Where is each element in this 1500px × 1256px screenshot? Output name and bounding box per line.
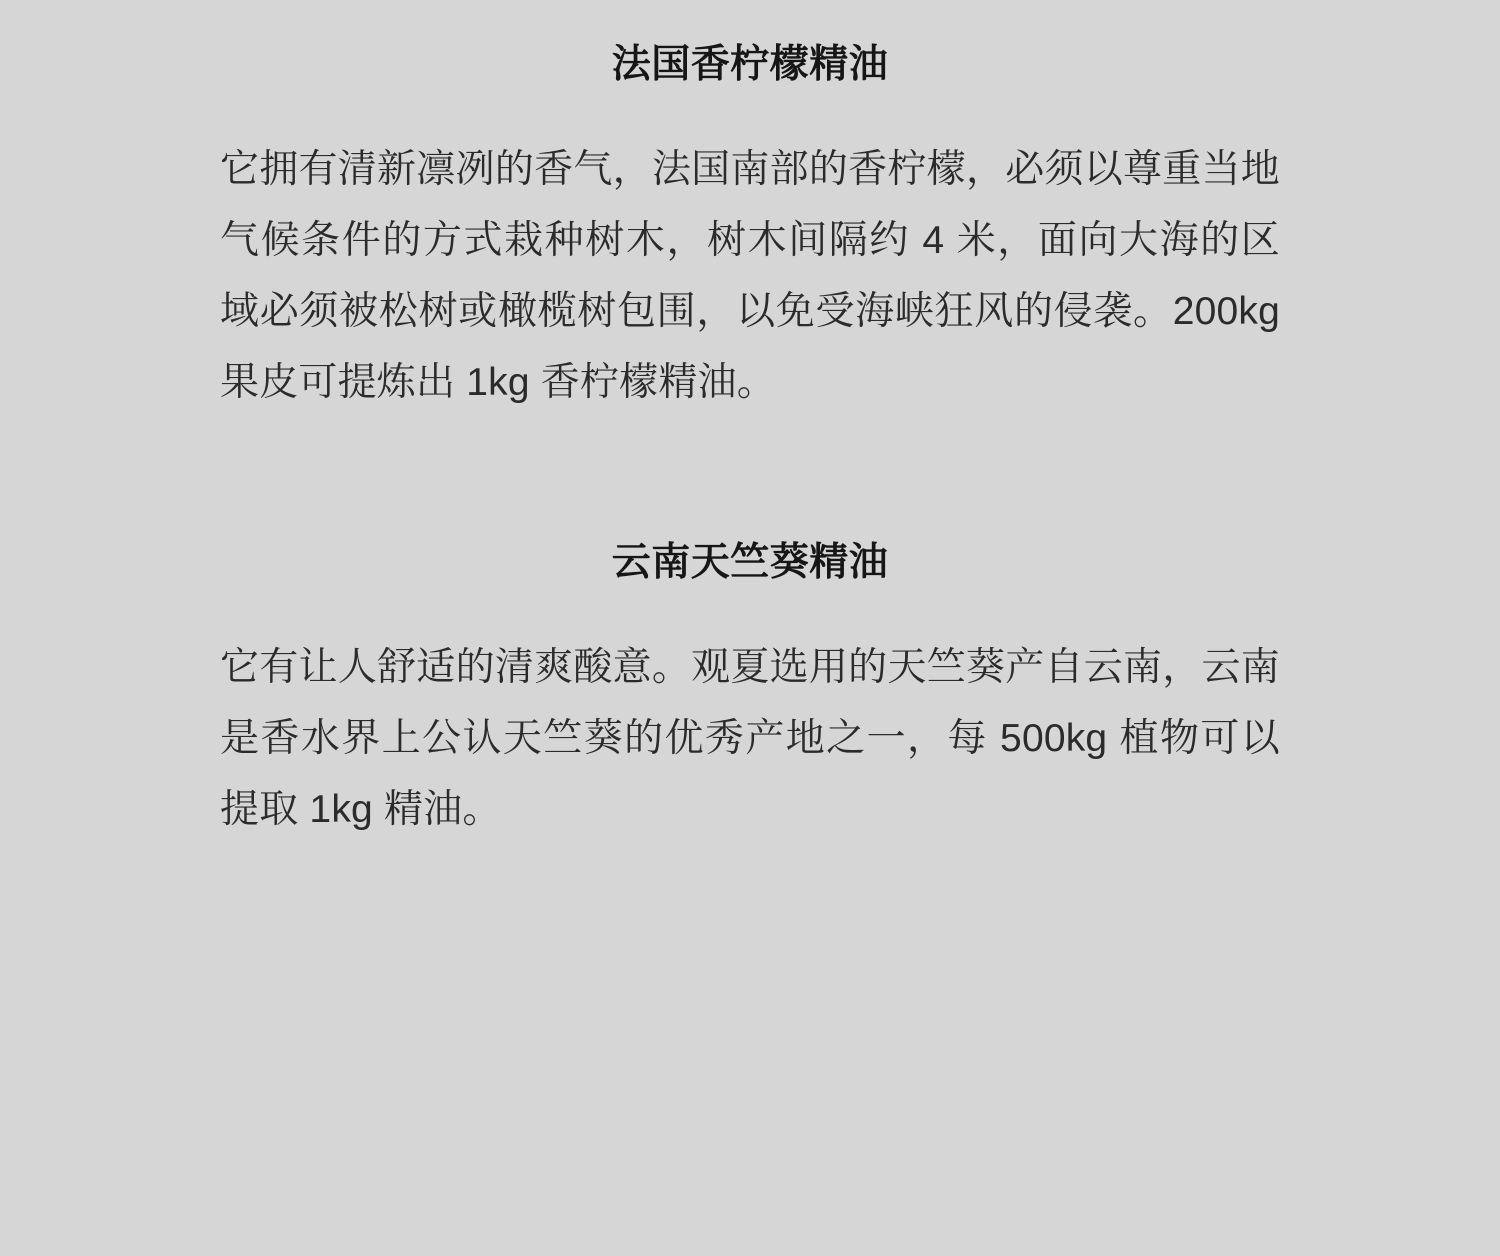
section-title-bergamot-oil: 法国香柠檬精油 xyxy=(611,43,889,86)
section-bergamot-oil xyxy=(220,38,1280,418)
section-title-geranium-oil: 云南天竺葵精油 xyxy=(611,541,889,585)
content-column xyxy=(220,0,1280,1106)
bottom-spacer xyxy=(220,846,1280,1106)
section-body-geranium-oil: 它有让人舒适的清爽酸意。观夏选用的天竺葵产自云南，云南是香水界上公认天竺葵的优秀产地之一，每 500kg 植物可以提取 1kg 精油。 xyxy=(220,646,1280,831)
section-body-bergamot-oil: 它拥有清新凛冽的香气，法国南部的香柠檬，必须以尊重当地气候条件的方式栽种树木，树木间隔约 4 米，面向大海的区域必须被松树或橄榄树包围，以免受海峡狂风的侵袭。200kg 果皮可提炼出 1kg 香柠檬精油。 xyxy=(220,147,1280,404)
section-geranium-oil xyxy=(220,536,1280,846)
